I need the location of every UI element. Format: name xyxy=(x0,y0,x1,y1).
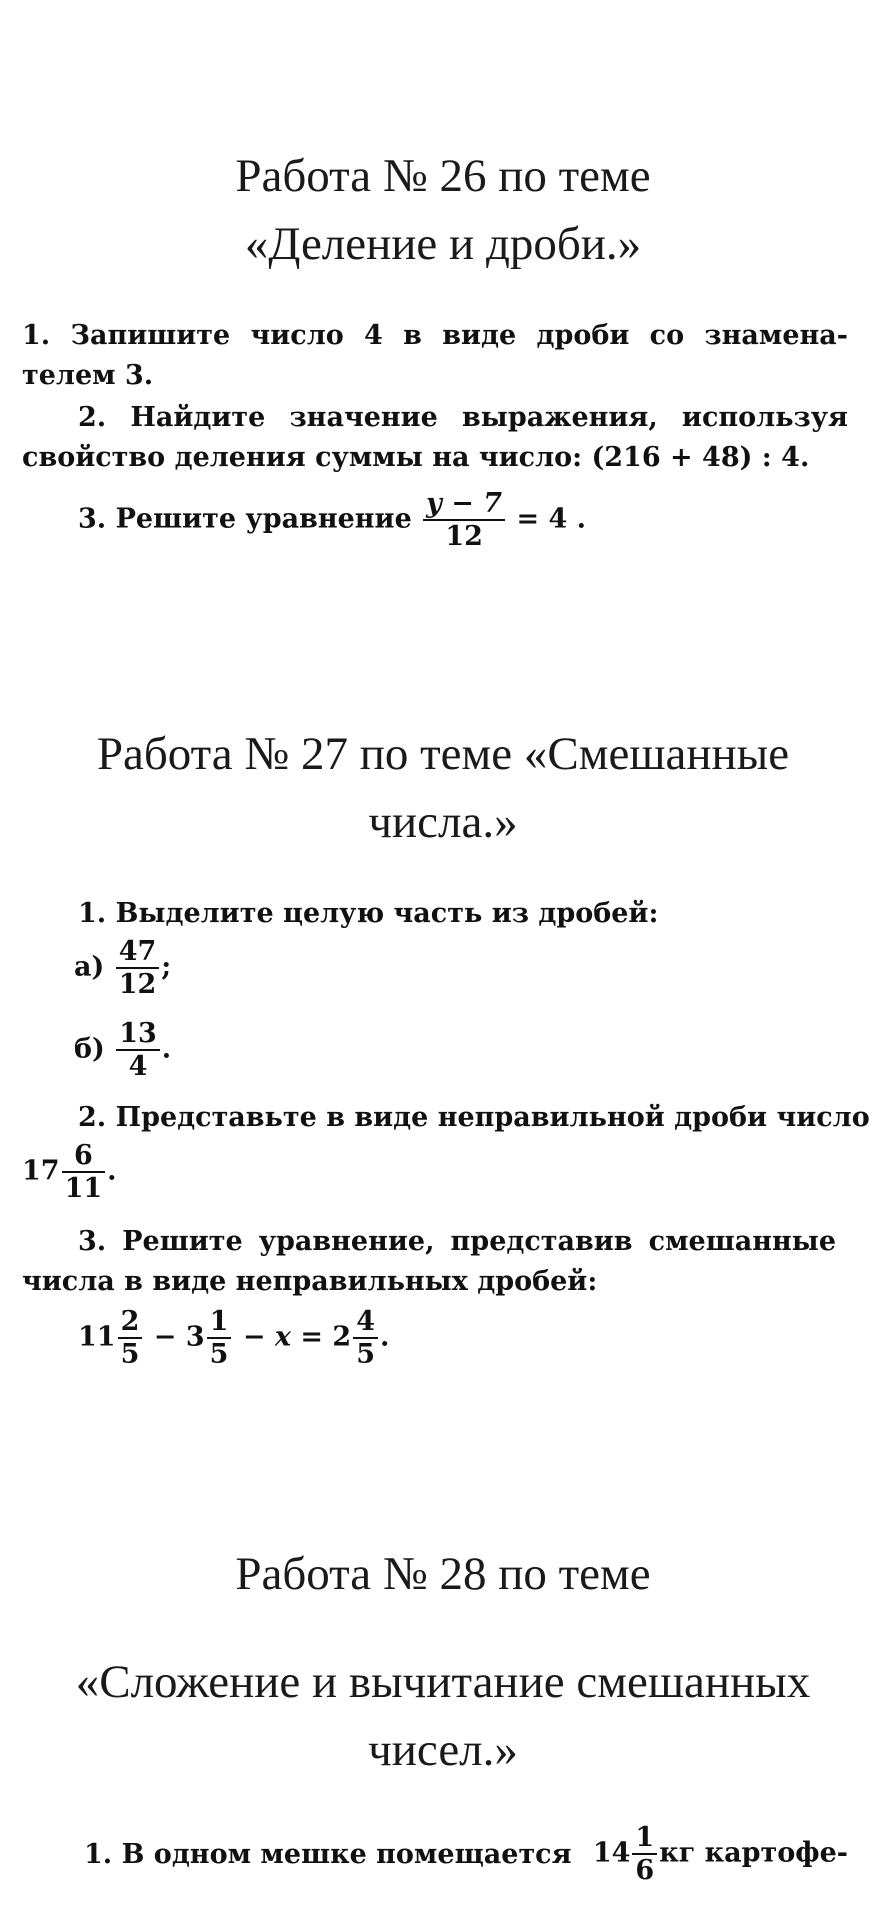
fraction-numerator: 47 xyxy=(116,936,160,969)
fraction-denominator: 5 xyxy=(209,1339,229,1371)
fraction-denominator: 6 xyxy=(635,1855,655,1887)
operator-minus: − xyxy=(242,1321,266,1353)
w26-task2-line1: 2. Найдите значение выражения, используя xyxy=(78,402,848,433)
w26-task3-prefix: 3. Решите уравнение xyxy=(78,503,412,535)
w26-task1-line1: 1. Запишите число 4 в виде дроби со знамена- xyxy=(22,320,848,351)
mixed-whole: 2 xyxy=(332,1321,352,1353)
mixed-whole: 3 xyxy=(185,1321,205,1353)
w28-task1-mixed xyxy=(593,1822,848,1886)
w27-task2-line1: 2. Представьте в виде неправильной дроби число xyxy=(78,1102,870,1133)
item-end: . xyxy=(379,1321,390,1353)
w26-title: Работа № 26 по теме «Деление и дроби.» xyxy=(235,150,651,270)
fraction-numerator: 2 xyxy=(118,1306,143,1339)
fraction-numerator: y − 7 xyxy=(423,488,505,521)
fraction-numerator: 6 xyxy=(62,1140,106,1173)
fraction-denominator: 5 xyxy=(356,1339,375,1371)
item-end: . xyxy=(107,1155,117,1187)
mixed-whole: 17 xyxy=(22,1155,60,1187)
w27-task3-line1: 3. Решите уравнение, представив смешанные xyxy=(78,1226,836,1257)
w28-task1-fraction xyxy=(632,1822,657,1886)
w28-task1 xyxy=(84,1822,848,1886)
w28-task1-prefix: 1. В одном мешке помещается xyxy=(84,1838,572,1870)
w28-task1-suffix: кг картофе- xyxy=(659,1837,848,1869)
w28-title-line2: «Сложение и вычитание смешанных чисел.» xyxy=(75,1656,811,1776)
fraction-denominator: 12 xyxy=(445,521,483,553)
w27-fraction-a xyxy=(116,936,160,1000)
fraction-numerator: 4 xyxy=(353,1306,378,1339)
fraction-denominator: 5 xyxy=(120,1339,140,1371)
operator-minus: − xyxy=(153,1321,177,1353)
operator-equals: = xyxy=(300,1321,323,1353)
w27-task2-fraction xyxy=(62,1140,106,1204)
fraction-numerator: 1 xyxy=(207,1306,232,1339)
fraction-denominator: 12 xyxy=(118,969,157,1001)
w27-equation xyxy=(78,1306,389,1370)
w26-task3-suffix: = 4 . xyxy=(516,503,587,535)
eq-fraction-3 xyxy=(353,1306,378,1370)
w26-task1-line2: телем 3. xyxy=(22,360,154,391)
mixed-whole: 11 xyxy=(78,1321,116,1353)
fraction-numerator: 13 xyxy=(116,1018,160,1051)
w26-task3 xyxy=(78,488,586,552)
variable-x: x xyxy=(274,1321,291,1353)
w28-title-line1: Работа № 28 по теме xyxy=(235,1548,651,1600)
w27-task2-line2 xyxy=(22,1140,117,1204)
fraction-numerator: 1 xyxy=(632,1822,657,1855)
item-end: ; xyxy=(161,951,172,983)
w27-task3-line2: числа в виде неправильных дробей: xyxy=(22,1266,598,1297)
w27-item-b xyxy=(74,1018,171,1082)
fraction-denominator: 4 xyxy=(128,1051,148,1083)
w27-task1: 1. Выделите целую часть из дробей: xyxy=(78,898,659,929)
fraction-denominator: 11 xyxy=(64,1173,103,1205)
eq-fraction-1 xyxy=(118,1306,143,1370)
eq-fraction-2 xyxy=(207,1306,232,1370)
w27-fraction-b xyxy=(116,1018,160,1082)
item-label: а) xyxy=(74,951,105,983)
item-label: б) xyxy=(74,1033,105,1065)
item-end: . xyxy=(161,1033,172,1065)
w26-task3-fraction xyxy=(423,488,505,552)
w27-item-a xyxy=(74,936,171,1000)
mixed-whole: 14 xyxy=(592,1837,631,1869)
w27-title: Работа № 27 по теме «Смешанные числа.» xyxy=(96,728,790,848)
w26-task2-line2: свойство деления суммы на число: (216 + 48) : 4. xyxy=(22,442,810,473)
